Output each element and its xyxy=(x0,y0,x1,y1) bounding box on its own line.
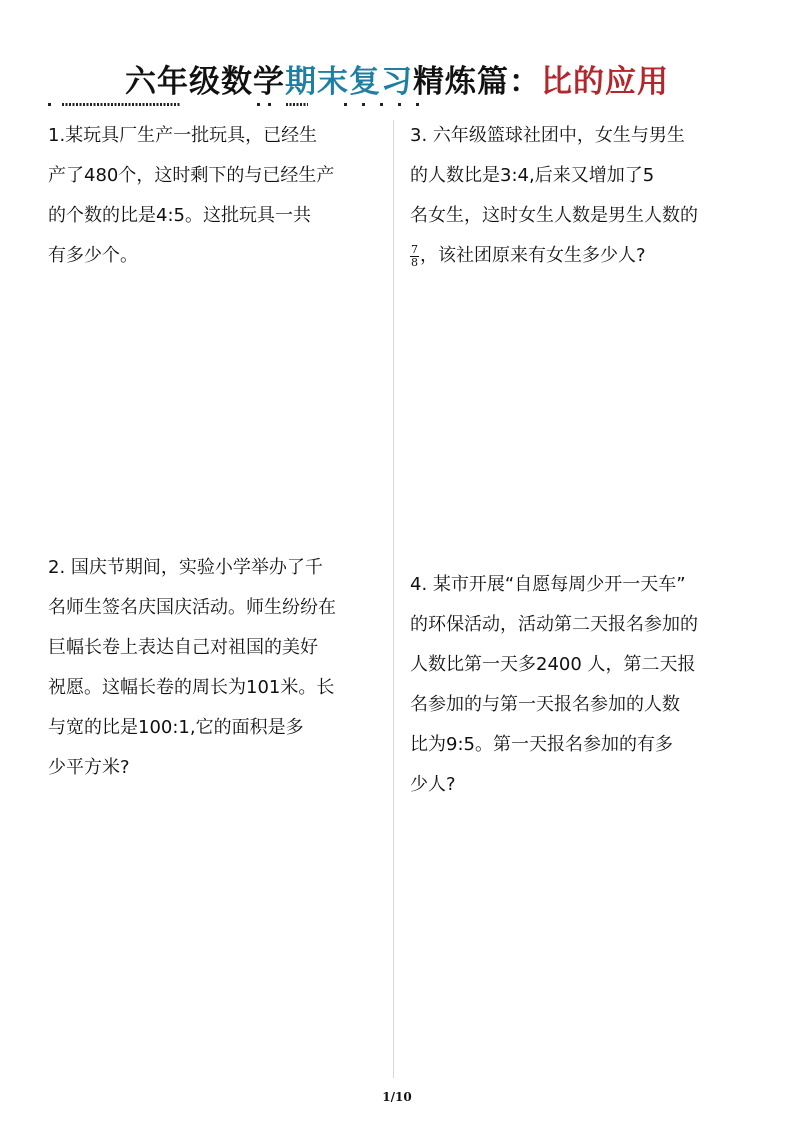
problem-2-line: 名师生签名庆国庆活动。师生纷纷在 xyxy=(48,597,336,618)
problem-3-line: 3. 六年级篮球社团中，女生与男生 xyxy=(410,125,685,146)
page-title xyxy=(0,56,794,101)
fraction-numerator: 7 xyxy=(411,242,418,256)
problem-2-line: 少平方米? xyxy=(48,757,130,778)
problem-3-line: 名女生，这时女生人数是男生人数的 xyxy=(410,205,698,226)
dotted-underline xyxy=(48,100,428,110)
page-number: 1/10 xyxy=(382,1090,412,1104)
problem-4 xyxy=(410,565,770,805)
problem-4-line: 少人? xyxy=(410,774,456,795)
problem-2-line: 与宽的比是100:1,它的面积是多 xyxy=(48,717,304,738)
dotted-underline-graphic xyxy=(48,100,428,110)
problem-1-line: 1.某玩具厂生产一批玩具，已经生 xyxy=(48,125,318,146)
problem-1-line: 的个数的比是4:5。这批玩具一共 xyxy=(48,205,311,226)
title-part-4: 比的应用 xyxy=(541,64,669,100)
title-part-3: 精炼篇： xyxy=(413,64,541,100)
problem-2 xyxy=(48,548,388,788)
column-divider xyxy=(393,120,394,1078)
problem-3 xyxy=(410,116,760,276)
problem-3-line: 的人数比是3:4,后来又增加了5 xyxy=(410,165,655,186)
problem-2-line: 祝愿。这幅长卷的周长为101米。长 xyxy=(48,677,335,698)
title-part-1: 六年级数学 xyxy=(125,64,285,100)
problem-1-line: 产了480个，这时剩下的与已经生产 xyxy=(48,165,335,186)
fraction-denominator: 8 xyxy=(411,255,418,269)
problem-1 xyxy=(48,116,388,276)
problem-4-line: 人数比第一天多2400 人，第二天报 xyxy=(410,654,696,675)
problem-2-line: 巨幅长卷上表达自己对祖国的美好 xyxy=(48,637,318,658)
problem-4-line: 4. 某市开展“自愿每周少开一天车” xyxy=(410,574,686,595)
problem-4-line: 比为9:5。第一天报名参加的有多 xyxy=(410,734,673,755)
title-part-2: 期末复习 xyxy=(285,64,413,100)
problem-3-line: ，该社团原来有女生多少人? xyxy=(420,245,646,266)
problem-2-line: 2. 国庆节期间，实验小学举办了千 xyxy=(48,557,323,578)
fraction-seven-eighths xyxy=(410,244,419,269)
problem-4-line: 的环保活动，活动第二天报名参加的 xyxy=(410,614,698,635)
problem-1-line: 有多少个。 xyxy=(48,245,138,266)
problem-4-line: 名参加的与第一天报名参加的人数 xyxy=(410,694,680,715)
